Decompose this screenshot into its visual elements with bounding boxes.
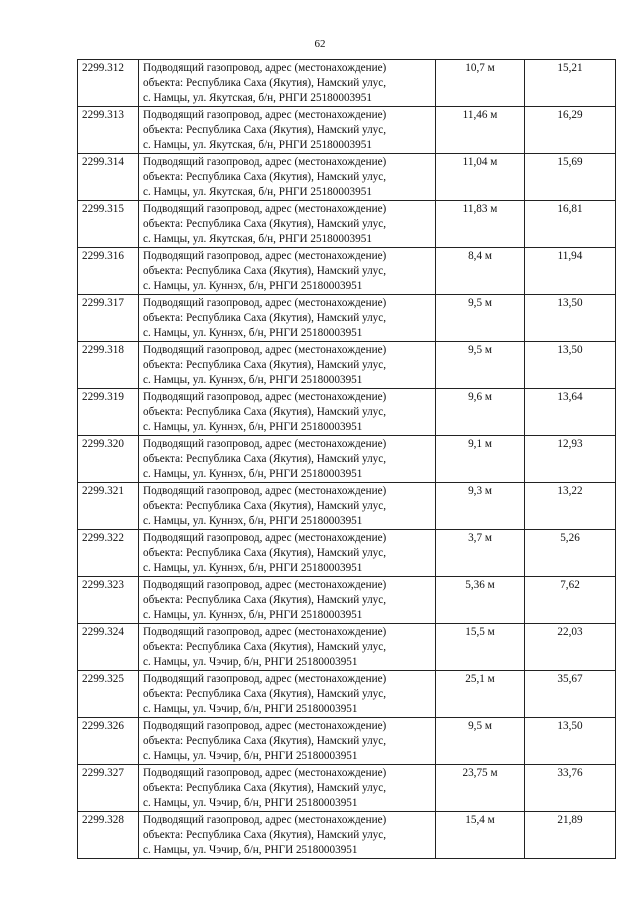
object-length: 15,5 м: [436, 624, 525, 671]
description-line: с. Намцы, ул. Чэчир, б/н, РНГИ 25180003951: [143, 750, 358, 762]
table-row: [78, 436, 616, 483]
object-length: 10,7 м: [436, 60, 525, 107]
object-value: 13,64: [525, 389, 616, 436]
description-line: Подводящий газопровод, адрес (местонахождение): [143, 203, 387, 215]
row-number: 2299.312: [78, 60, 139, 107]
object-description: [139, 530, 436, 577]
description-line: Подводящий газопровод, адрес (местонахождение): [143, 814, 387, 826]
description-line: объекта: Республика Саха (Якутия), Намский улус,: [143, 688, 387, 700]
table-row: [78, 765, 616, 812]
table-row: [78, 295, 616, 342]
table-row: [78, 342, 616, 389]
object-value: 5,26: [525, 530, 616, 577]
row-number: 2299.325: [78, 671, 139, 718]
object-length: 25,1 м: [436, 671, 525, 718]
object-value: 13,50: [525, 295, 616, 342]
object-length: 8,4 м: [436, 248, 525, 295]
object-value: 15,21: [525, 60, 616, 107]
table-row: [78, 107, 616, 154]
description-line: объекта: Республика Саха (Якутия), Намский улус,: [143, 265, 387, 277]
description-line: с. Намцы, ул. Чэчир, б/н, РНГИ 25180003951: [143, 703, 358, 715]
row-number: 2299.313: [78, 107, 139, 154]
table-row: [78, 671, 616, 718]
table-row: [78, 389, 616, 436]
object-description: [139, 248, 436, 295]
description-line: Подводящий газопровод, адрес (местонахождение): [143, 720, 387, 732]
object-length: 3,7 м: [436, 530, 525, 577]
description-line: объекта: Республика Саха (Якутия), Намский улус,: [143, 312, 387, 324]
description-line: Подводящий газопровод, адрес (местонахождение): [143, 438, 387, 450]
object-description: [139, 483, 436, 530]
registry-table-body: [78, 60, 616, 859]
description-line: объекта: Республика Саха (Якутия), Намский улус,: [143, 735, 387, 747]
description-line: объекта: Республика Саха (Якутия), Намский улус,: [143, 829, 387, 841]
description-line: с. Намцы, ул. Чэчир, б/н, РНГИ 25180003951: [143, 656, 358, 668]
row-number: 2299.315: [78, 201, 139, 248]
object-value: 13,22: [525, 483, 616, 530]
description-line: объекта: Республика Саха (Якутия), Намский улус,: [143, 547, 387, 559]
object-value: 21,89: [525, 812, 616, 859]
table-row: [78, 577, 616, 624]
registry-table: [77, 59, 616, 859]
description-line: Подводящий газопровод, адрес (местонахождение): [143, 297, 387, 309]
description-line: Подводящий газопровод, адрес (местонахождение): [143, 156, 387, 168]
row-number: 2299.324: [78, 624, 139, 671]
object-length: 9,6 м: [436, 389, 525, 436]
description-line: объекта: Республика Саха (Якутия), Намский улус,: [143, 641, 387, 653]
description-line: объекта: Республика Саха (Якутия), Намский улус,: [143, 782, 387, 794]
description-line: Подводящий газопровод, адрес (местонахождение): [143, 579, 387, 591]
object-length: 11,04 м: [436, 154, 525, 201]
row-number: 2299.320: [78, 436, 139, 483]
object-length: 9,5 м: [436, 342, 525, 389]
description-line: Подводящий газопровод, адрес (местонахождение): [143, 62, 387, 74]
object-description: [139, 107, 436, 154]
description-line: с. Намцы, ул. Якутская, б/н, РНГИ 25180003951: [143, 92, 372, 104]
description-line: объекта: Республика Саха (Якутия), Намский улус,: [143, 406, 387, 418]
description-line: Подводящий газопровод, адрес (местонахождение): [143, 673, 387, 685]
description-line: с. Намцы, ул. Куннэх, б/н, РНГИ 25180003951: [143, 374, 363, 386]
object-description: [139, 812, 436, 859]
table-row: [78, 530, 616, 577]
description-line: объекта: Республика Саха (Якутия), Намский улус,: [143, 171, 387, 183]
description-line: с. Намцы, ул. Чэчир, б/н, РНГИ 25180003951: [143, 844, 358, 856]
table-row: [78, 812, 616, 859]
object-description: [139, 201, 436, 248]
object-value: 16,29: [525, 107, 616, 154]
object-description: [139, 295, 436, 342]
object-length: 9,3 м: [436, 483, 525, 530]
description-line: Подводящий газопровод, адрес (местонахождение): [143, 109, 387, 121]
description-line: с. Намцы, ул. Куннэх, б/н, РНГИ 25180003951: [143, 468, 363, 480]
row-number: 2299.319: [78, 389, 139, 436]
object-value: 33,76: [525, 765, 616, 812]
object-length: 9,5 м: [436, 295, 525, 342]
description-line: объекта: Республика Саха (Якутия), Намский улус,: [143, 594, 387, 606]
object-length: 15,4 м: [436, 812, 525, 859]
object-description: [139, 436, 436, 483]
table-row: [78, 624, 616, 671]
row-number: 2299.314: [78, 154, 139, 201]
object-description: [139, 154, 436, 201]
row-number: 2299.316: [78, 248, 139, 295]
description-line: объекта: Республика Саха (Якутия), Намский улус,: [143, 453, 387, 465]
description-line: с. Намцы, ул. Куннэх, б/н, РНГИ 25180003951: [143, 515, 363, 527]
description-line: Подводящий газопровод, адрес (местонахождение): [143, 767, 387, 779]
description-line: с. Намцы, ул. Чэчир, б/н, РНГИ 25180003951: [143, 797, 358, 809]
row-number: 2299.327: [78, 765, 139, 812]
row-number: 2299.326: [78, 718, 139, 765]
object-value: 7,62: [525, 577, 616, 624]
row-number: 2299.328: [78, 812, 139, 859]
object-value: 15,69: [525, 154, 616, 201]
description-line: Подводящий газопровод, адрес (местонахождение): [143, 532, 387, 544]
description-line: Подводящий газопровод, адрес (местонахождение): [143, 485, 387, 497]
table-row: [78, 248, 616, 295]
object-description: [139, 342, 436, 389]
object-description: [139, 765, 436, 812]
object-length: 5,36 м: [436, 577, 525, 624]
description-line: Подводящий газопровод, адрес (местонахождение): [143, 626, 387, 638]
description-line: объекта: Республика Саха (Якутия), Намский улус,: [143, 359, 387, 371]
object-length: 9,5 м: [436, 718, 525, 765]
object-description: [139, 389, 436, 436]
row-number: 2299.323: [78, 577, 139, 624]
description-line: Подводящий газопровод, адрес (местонахождение): [143, 250, 387, 262]
row-number: 2299.321: [78, 483, 139, 530]
object-length: 9,1 м: [436, 436, 525, 483]
object-value: 13,50: [525, 342, 616, 389]
description-line: с. Намцы, ул. Якутская, б/н, РНГИ 25180003951: [143, 186, 372, 198]
description-line: Подводящий газопровод, адрес (местонахождение): [143, 391, 387, 403]
object-length: 23,75 м: [436, 765, 525, 812]
object-length: 11,83 м: [436, 201, 525, 248]
description-line: с. Намцы, ул. Куннэх, б/н, РНГИ 25180003951: [143, 562, 363, 574]
description-line: с. Намцы, ул. Куннэх, б/н, РНГИ 25180003951: [143, 609, 363, 621]
description-line: объекта: Республика Саха (Якутия), Намский улус,: [143, 124, 387, 136]
description-line: Подводящий газопровод, адрес (местонахождение): [143, 344, 387, 356]
object-description: [139, 577, 436, 624]
object-value: 12,93: [525, 436, 616, 483]
object-value: 13,50: [525, 718, 616, 765]
object-length: 11,46 м: [436, 107, 525, 154]
object-value: 16,81: [525, 201, 616, 248]
description-line: объекта: Республика Саха (Якутия), Намский улус,: [143, 77, 387, 89]
object-description: [139, 718, 436, 765]
description-line: с. Намцы, ул. Якутская, б/н, РНГИ 25180003951: [143, 233, 372, 245]
row-number: 2299.322: [78, 530, 139, 577]
object-value: 35,67: [525, 671, 616, 718]
description-line: с. Намцы, ул. Якутская, б/н, РНГИ 25180003951: [143, 139, 372, 151]
object-value: 22,03: [525, 624, 616, 671]
row-number: 2299.318: [78, 342, 139, 389]
row-number: 2299.317: [78, 295, 139, 342]
table-row: [78, 60, 616, 107]
description-line: с. Намцы, ул. Куннэх, б/н, РНГИ 25180003951: [143, 327, 363, 339]
table-row: [78, 718, 616, 765]
table-row: [78, 154, 616, 201]
object-value: 11,94: [525, 248, 616, 295]
description-line: с. Намцы, ул. Куннэх, б/н, РНГИ 25180003951: [143, 280, 363, 292]
description-line: объекта: Республика Саха (Якутия), Намский улус,: [143, 500, 387, 512]
description-line: объекта: Республика Саха (Якутия), Намский улус,: [143, 218, 387, 230]
object-description: [139, 671, 436, 718]
object-description: [139, 624, 436, 671]
table-row: [78, 201, 616, 248]
page-number: 62: [314, 38, 326, 50]
table-row: [78, 483, 616, 530]
object-description: [139, 60, 436, 107]
description-line: с. Намцы, ул. Куннэх, б/н, РНГИ 25180003951: [143, 421, 363, 433]
